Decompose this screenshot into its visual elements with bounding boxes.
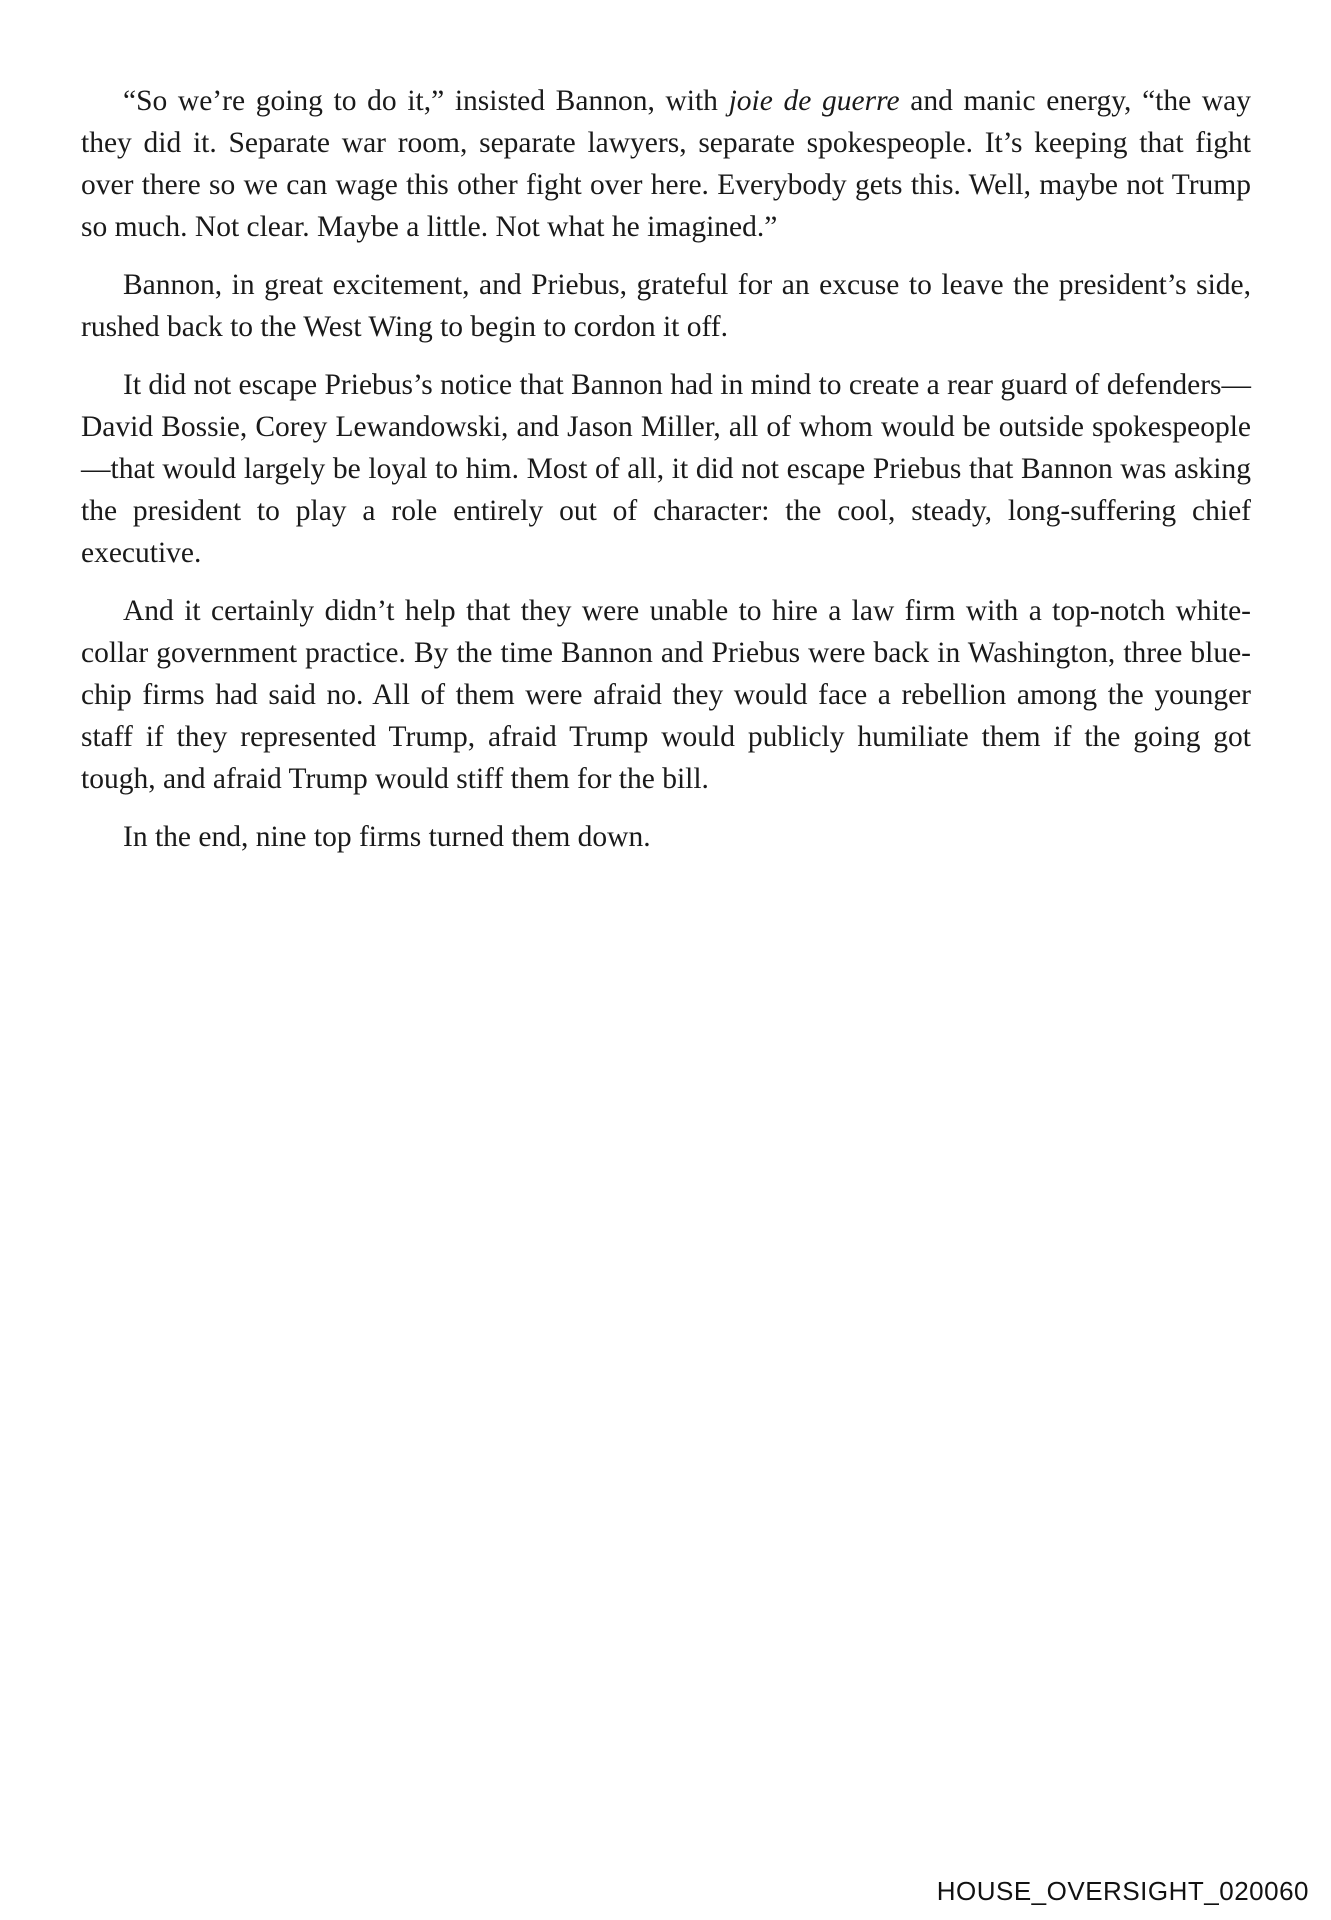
paragraph-2: Bannon, in great excitement, and Priebus, grateful for an excuse to leave the president’s side, rushed back to the West Wing to begin to cordon it off. <box>81 269 1251 343</box>
paragraph-1-italic-phrase: joie de guerre <box>728 85 900 117</box>
paragraph-5: In the end, nine top firms turned them down. <box>123 821 651 853</box>
paragraph-1-text-b: and manic energy, “the way they did it. Separate war room, separate lawyers, separate spokespeople. It’s keeping that fight over there so we can wage this other fight over here. Everybody gets this. Well, maybe not Trump so much. Not clear. Maybe a little. Not what he imagined.” <box>81 85 1252 243</box>
paragraph-3: It did not escape Priebus’s notice that Bannon had in mind to create a rear guard of defenders—David Bossie, Corey Lewandowski, and Jason Miller, all of whom would be outside spokespeople—that would largely be loyal to him. Most of all, it did not escape Priebus that Bannon was asking the president to play a role entirely out of character: the cool, steady, long-suffering chief executive. <box>81 369 1252 569</box>
paragraph-1-text-a: “So we’re going to do it,” insisted Bannon, with <box>123 85 729 117</box>
paragraph-4: And it certainly didn’t help that they were unable to hire a law firm with a top-notch white-collar government practice. By the time Bannon and Priebus were back in Washington, three blue-chip firms had said no. All of them were afraid they would face a rebellion among the younger staff if they represented Trump, afraid Trump would publicly humiliate them if the going got tough, and afraid Trump would stiff them for the bill. <box>81 595 1251 795</box>
bates-number: HOUSE_OVERSIGHT_020060 <box>936 1876 1309 1906</box>
document-body <box>81 80 1251 874</box>
paragraph-1 <box>81 80 1251 248</box>
